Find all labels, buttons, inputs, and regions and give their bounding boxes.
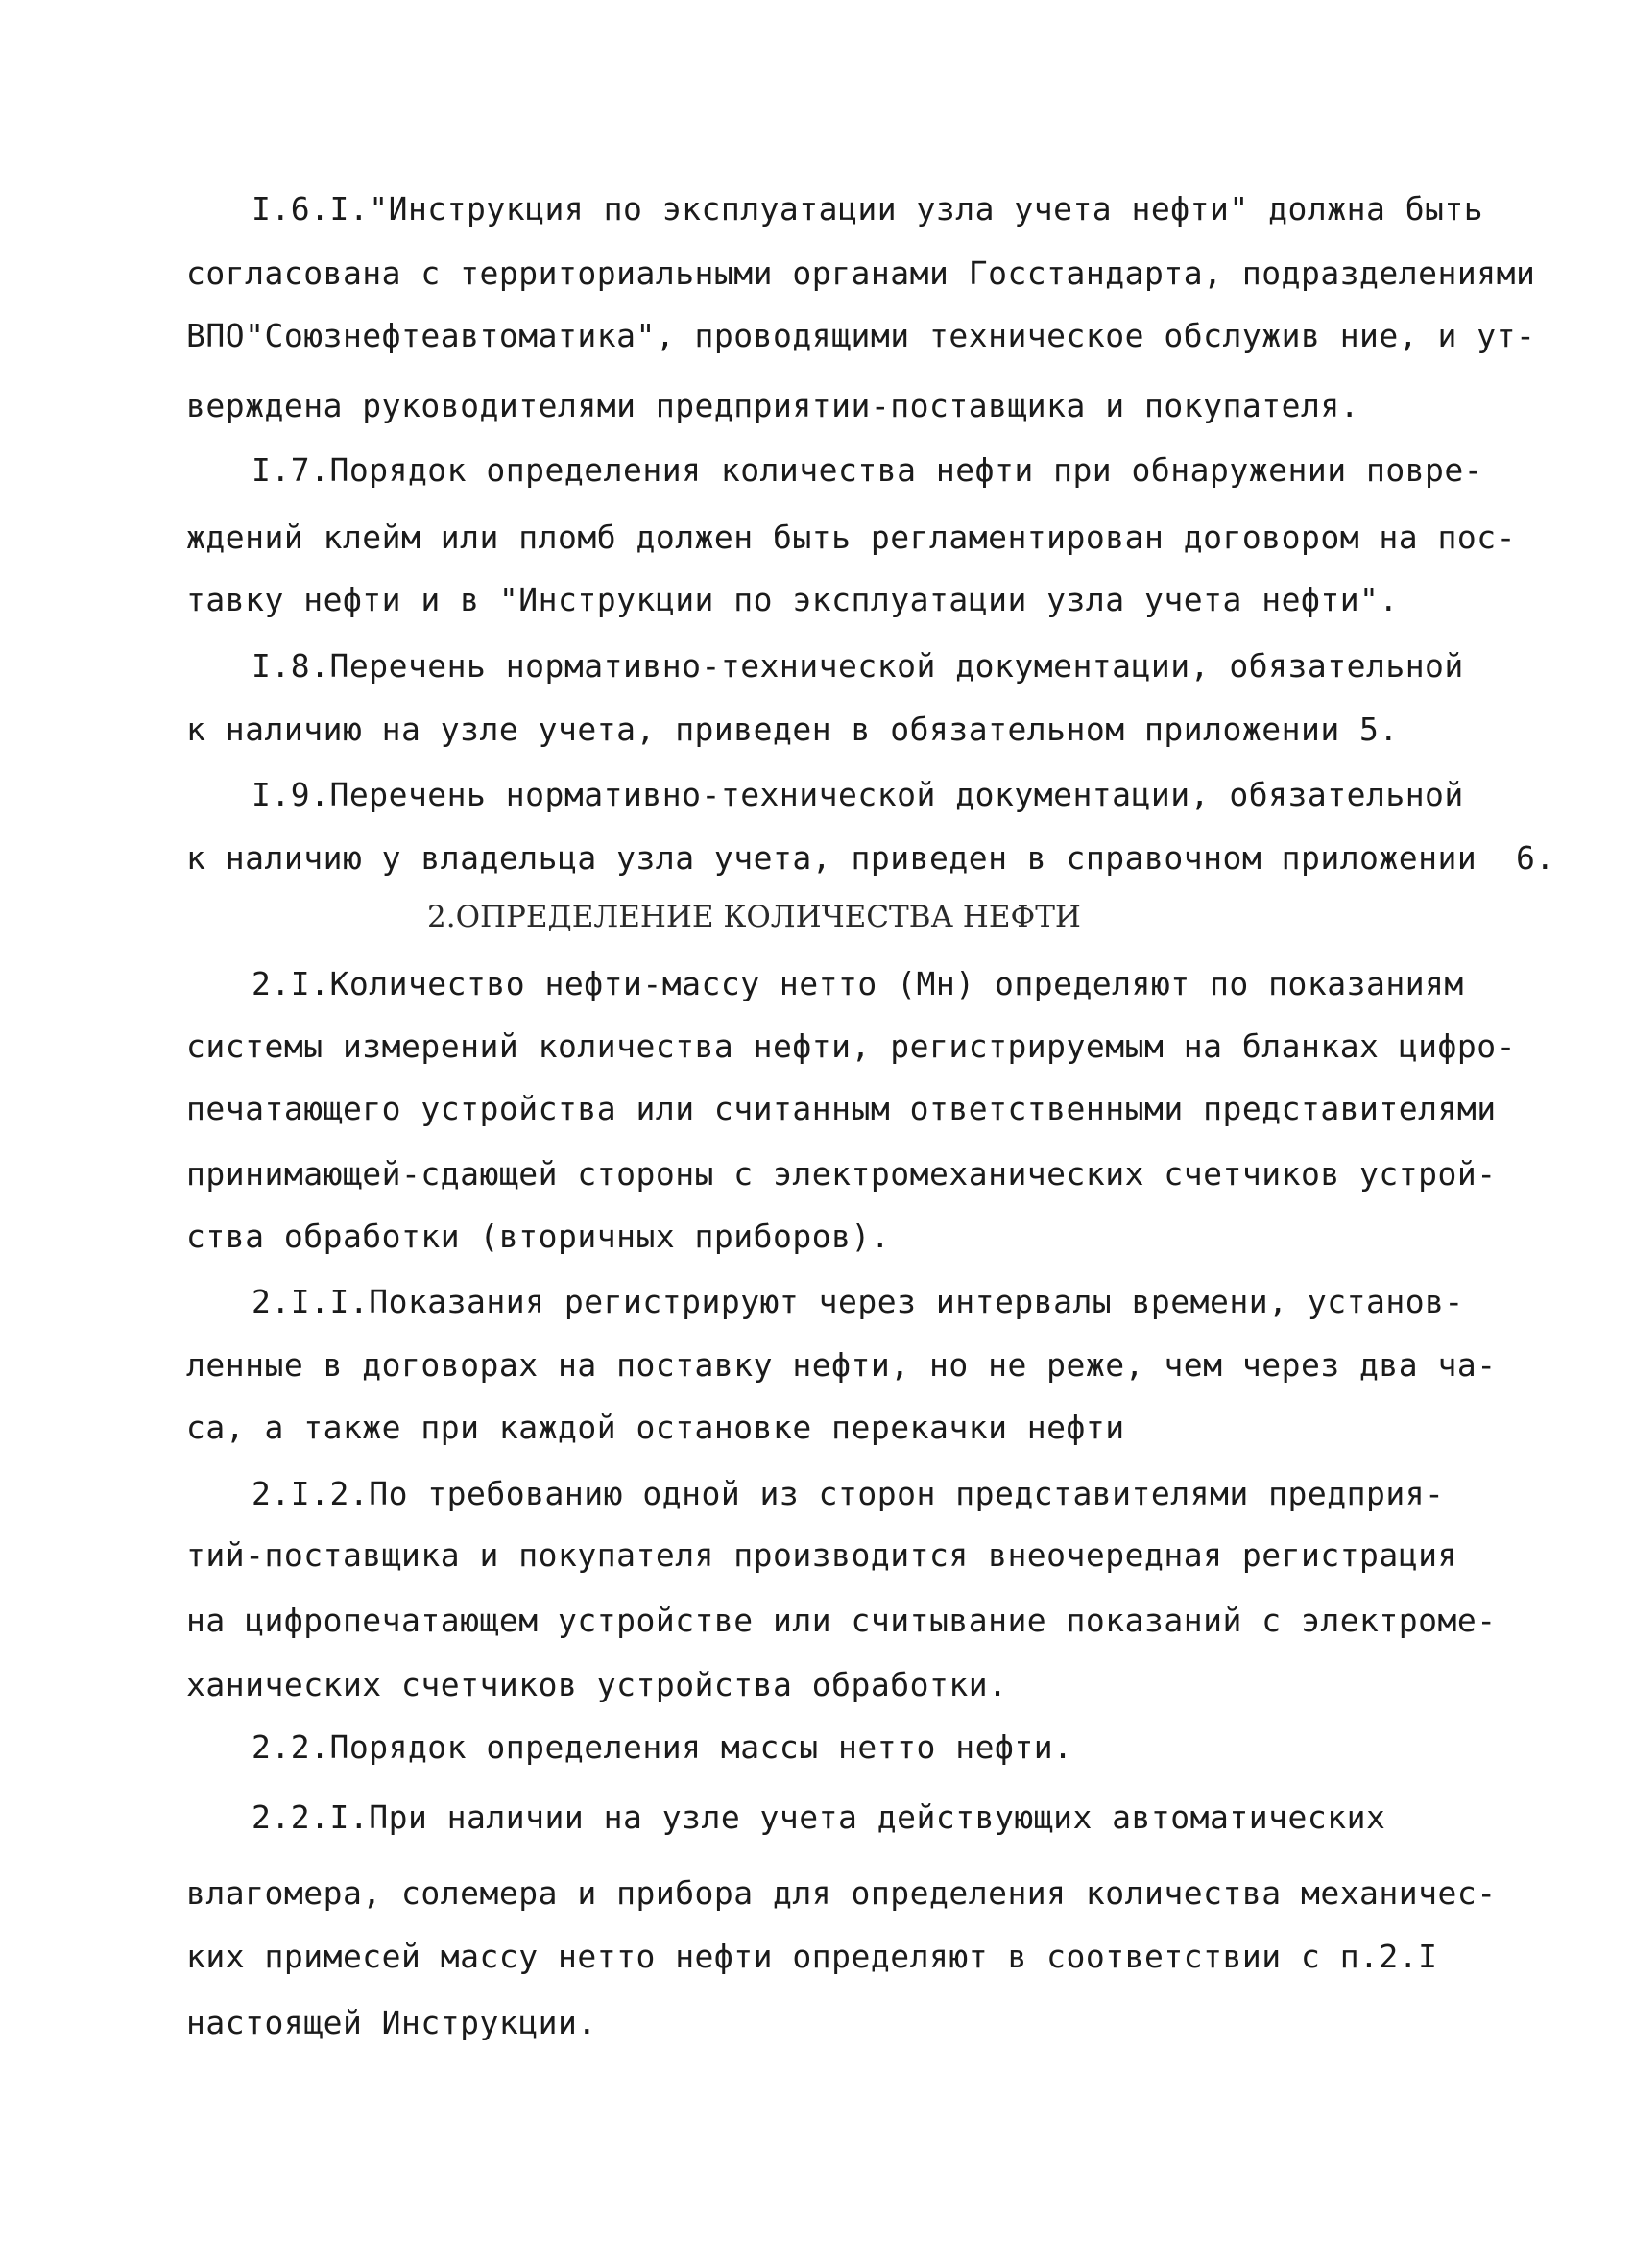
text-line: ВПО"Союзнефтеавтоматика", проводящими техническое обслужив ние, и ут- (186, 317, 1536, 354)
text-line: тавку нефти и в "Инструкции по эксплуатации узла учета нефти". (186, 581, 1399, 618)
text-line: тий-поставщика и покупателя производится внеочередная регистрация (186, 1536, 1457, 1574)
text-line: са, а также при каждой остановке перекачки нефти (186, 1409, 1125, 1446)
text-line: верждена руководителями предприятии-поставщика и покупателя. (186, 387, 1360, 424)
text-line: ханических счетчиков устройства обработки. (186, 1666, 1008, 1703)
text-line: 2.I.2.По требованию одной из сторон представителями предприя- (252, 1475, 1445, 1512)
text-line: I.9.Перечень нормативно-технической документации, обязательной (252, 776, 1464, 813)
text-line: системы измерений количества нефти, регистрируемым на бланках цифро- (186, 1027, 1517, 1065)
text-line: I.6.I."Инструкция по эксплуатации узла учета нефти" должна быть (252, 190, 1484, 228)
text-line: 2.I.Количество нефти-массу нетто (Мн) определяют по показаниям (252, 965, 1464, 1002)
text-line: ства обработки (вторичных приборов). (186, 1218, 891, 1255)
text-line: ких примесей массу нетто нефти определяют в соответствии с п.2.I (186, 1938, 1438, 1975)
text-line: ждений клейм или пломб должен быть регламентирован договором на пос- (186, 519, 1517, 556)
text-line: 2.2.Порядок определения массы нетто нефти. (252, 1728, 1073, 1766)
text-line: I.7.Порядок определения количества нефти при обнаружении повре- (252, 451, 1484, 489)
text-line: 2.2.I.При наличии на узле учета действующих автоматических (252, 1798, 1386, 1836)
section-heading: 2.ОПРЕДЕЛЕНИЕ КОЛИЧЕСТВА НЕФТИ (427, 900, 1081, 934)
text-line: на цифропечатающем устройстве или считывание показаний с электроме- (186, 1602, 1497, 1639)
text-line: ленные в договорах на поставку нефти, но не реже, чем через два ча- (186, 1346, 1497, 1384)
text-line: к наличию у владельца узла учета, приведен в справочном приложении 6. (186, 839, 1555, 877)
text-line: печатающего устройства или считанным ответственными представителями (186, 1090, 1497, 1127)
text-line: принимающей-сдающей стороны с электромеханических счетчиков устрой- (186, 1155, 1497, 1193)
text-line: настоящей Инструкции. (186, 2004, 597, 2041)
text-line: согласована с территориальными органами Госстандарта, подразделениями (186, 254, 1536, 292)
text-line: I.8.Перечень нормативно-технической документации, обязательной (252, 647, 1464, 685)
text-line: к наличию на узле учета, приведен в обязательном приложении 5. (186, 711, 1399, 748)
text-line: влагомера, солемера и прибора для определения количества механичес- (186, 1874, 1497, 1912)
text-line: 2.I.I.Показания регистрируют через интервалы времени, установ- (252, 1283, 1464, 1320)
